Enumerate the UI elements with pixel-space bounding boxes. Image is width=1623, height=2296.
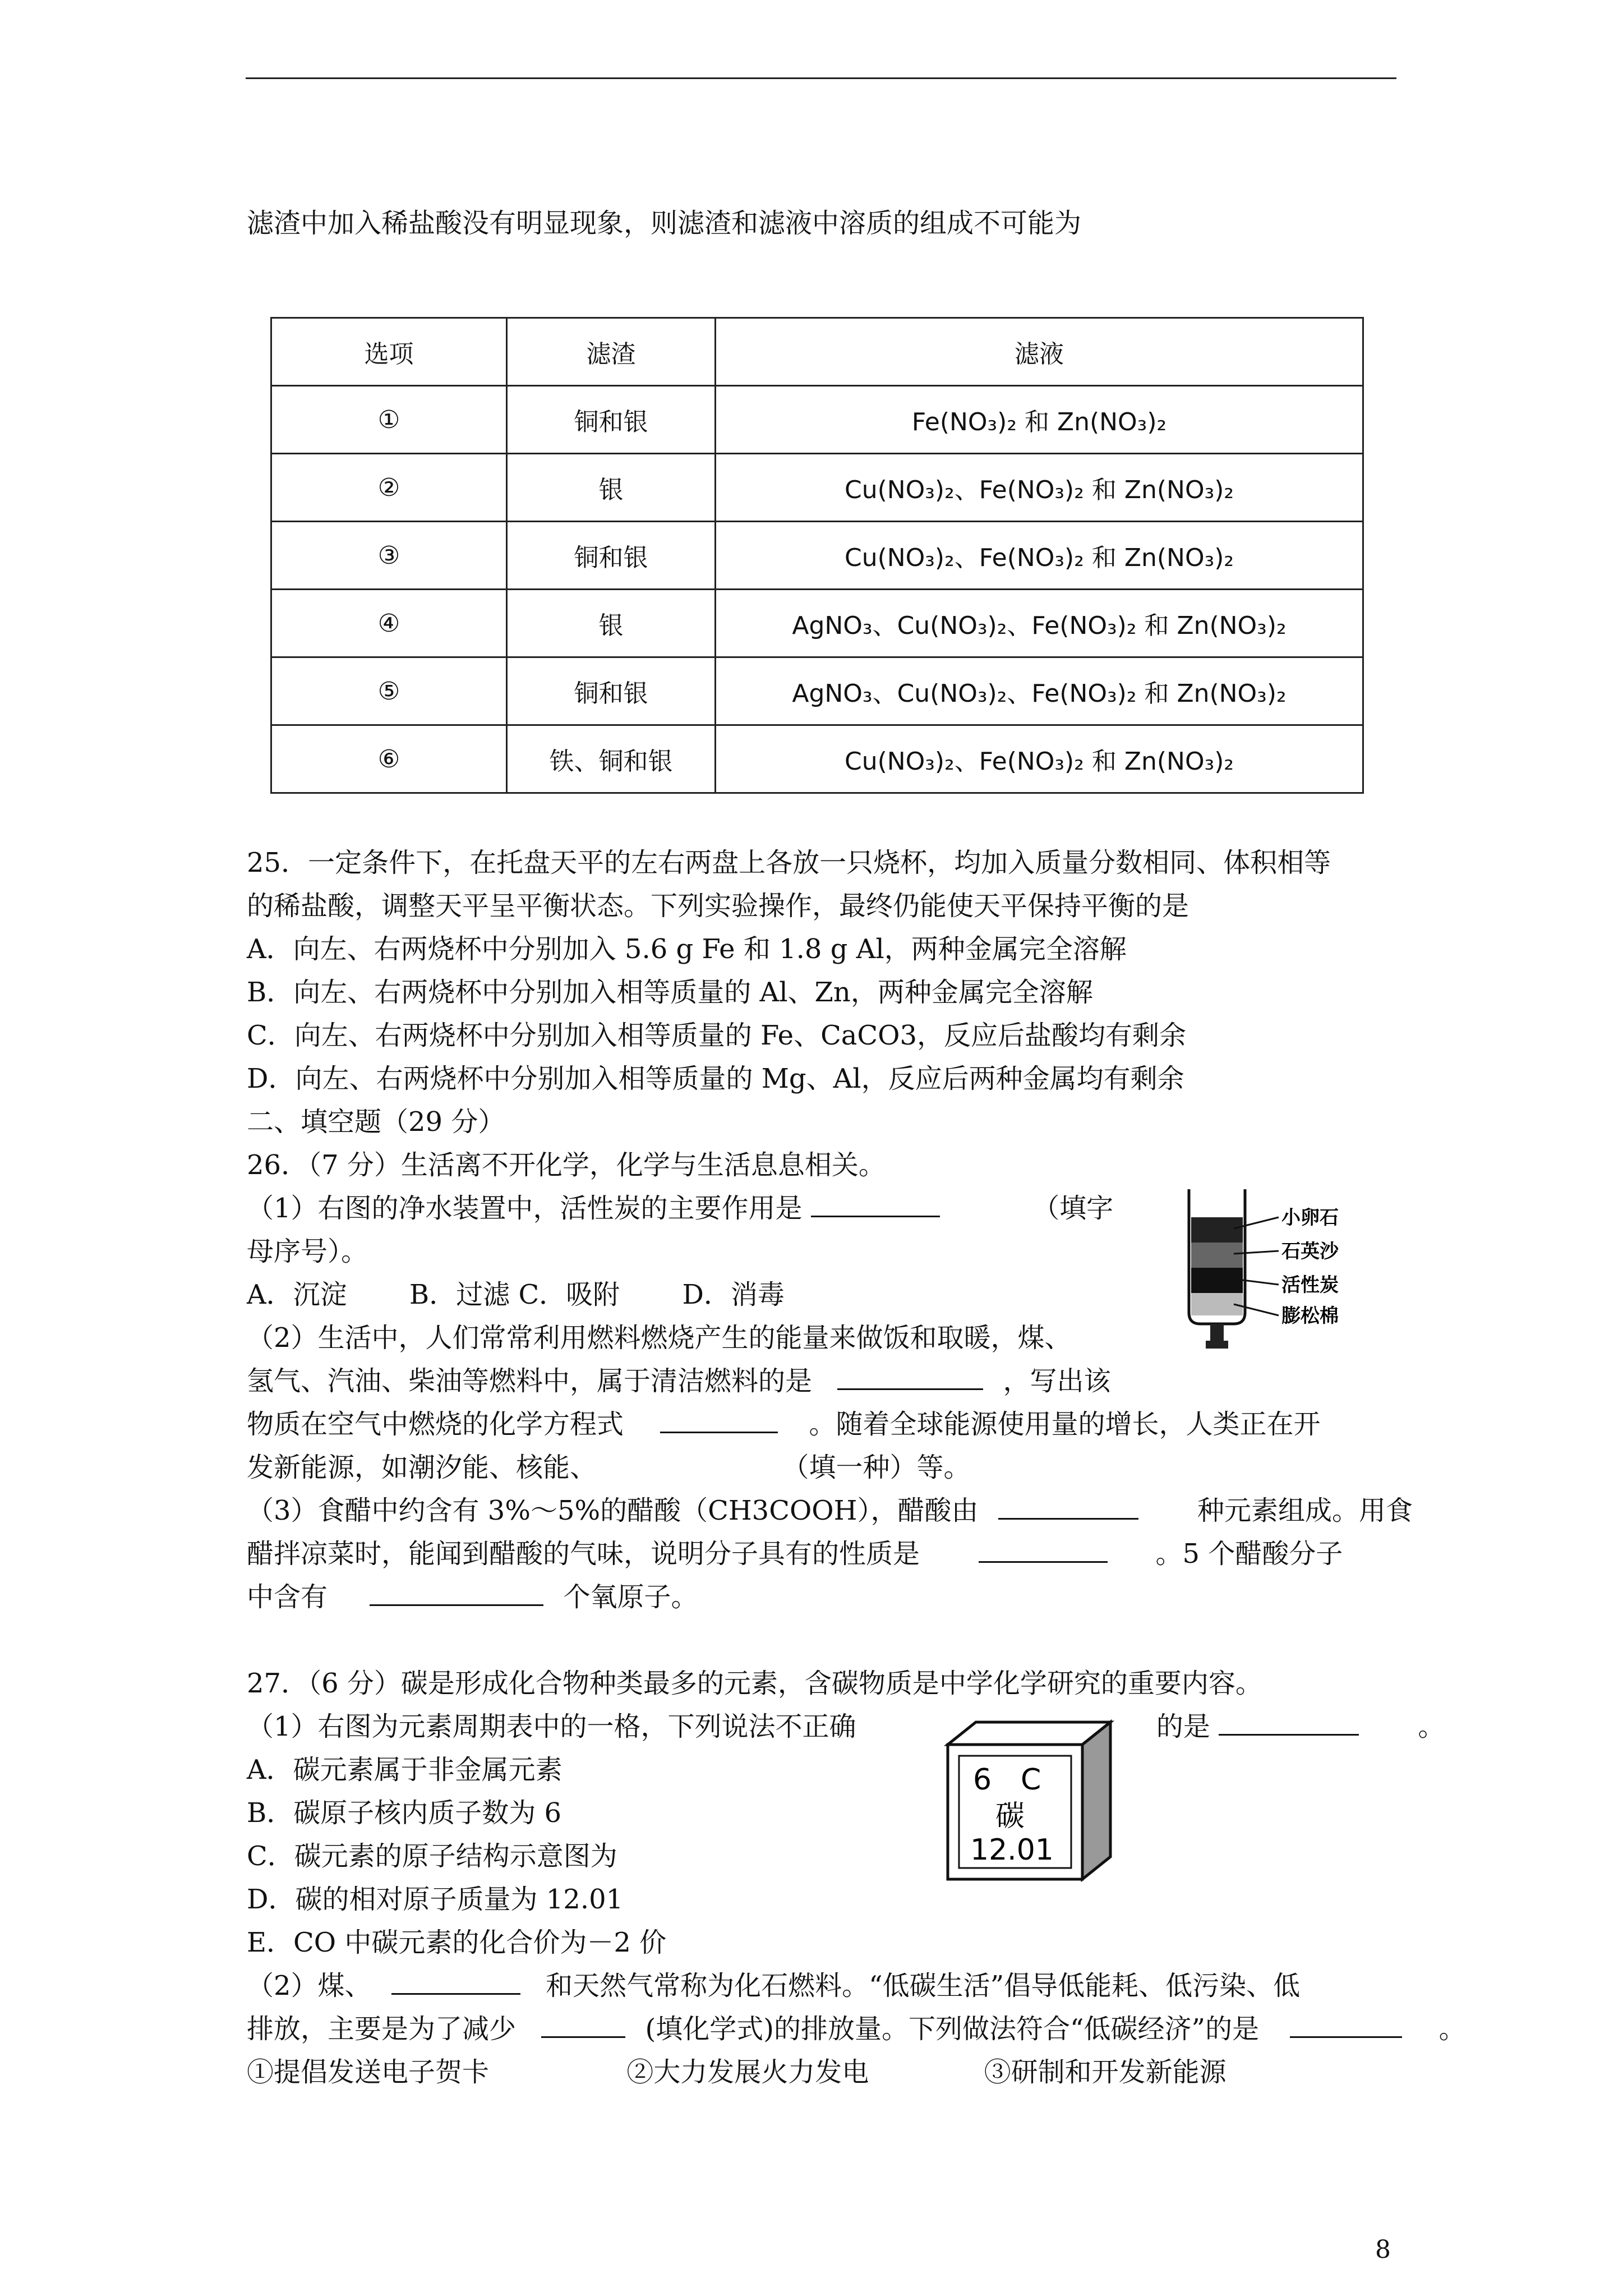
q26-part1-line2: 母序号）。	[247, 1236, 368, 1267]
row-filtrate: Fe(NO₃)₂ 和 Zn(NO₃)₂	[716, 386, 1363, 454]
q27-choice-1: ①提倡发送电子贺卡	[247, 2056, 490, 2088]
answer-blank[interactable]	[1290, 2012, 1402, 2038]
q27-p1-mid: 的是	[1156, 1711, 1210, 1742]
q25-option-b: B．向左、右两烧杯中分别加入相等质量的 Al、Zn，两种金属完全溶解	[247, 977, 1093, 1008]
q27-choices	[247, 2054, 1227, 2091]
q26-p3b-tail: 。5 个醋酸分子	[1155, 1538, 1343, 1570]
q25-option-a: A．向左、右两烧杯中分别加入 5.6 g Fe 和 1.8 g Al，两种金属完全溶解	[247, 933, 1127, 965]
atomic-number: 6	[973, 1763, 992, 1797]
q27-p2a-text: （2）煤、	[247, 1970, 372, 2001]
q27-part2-line2	[247, 2010, 1466, 2047]
row-filtrate: Cu(NO₃)₂、Fe(NO₃)₂ 和 Zn(NO₃)₂	[716, 725, 1363, 793]
q26-part1-options: A．沉淀 B．过滤 C．吸附 D．消毒	[247, 1279, 785, 1310]
q27-choice-2: ②大力发展火力发电	[626, 2056, 869, 2088]
q26-part2-line4	[247, 1449, 971, 1486]
q26-p2-tail: ，写出该	[1003, 1365, 1111, 1397]
q26-p1-text: （1）右图的净水装置中，活性炭的主要作用是	[247, 1193, 803, 1224]
q26-part2-line2	[247, 1363, 1111, 1400]
header-residue: 滤渣	[507, 318, 716, 386]
q26-part2-line1: （2）生活中，人们常常利用燃料燃烧产生的能量来做饭和取暖，煤、	[247, 1322, 1072, 1354]
row-filtrate: Cu(NO₃)₂、Fe(NO₃)₂ 和 Zn(NO₃)₂	[716, 522, 1363, 590]
table-header-row	[271, 318, 1363, 386]
q27-p2a-tail: 和天然气常称为化石燃料。“低碳生活”倡导低能耗、低污染、低	[546, 1970, 1301, 2001]
table-row	[271, 657, 1363, 725]
q27-p2b-mid: (填化学式)的排放量。下列做法符合“低碳经济”的是	[645, 2013, 1260, 2045]
q27-part2-line1	[247, 1967, 1300, 2004]
row-filtrate: AgNO₃、Cu(NO₃)₂、Fe(NO₃)₂ 和 Zn(NO₃)₂	[716, 657, 1363, 725]
q26-part3-line3	[247, 1579, 698, 1616]
intro-text: 滤渣中加入稀盐酸没有明显现象，则滤渣和滤液中溶质的组成不可能为	[247, 208, 1082, 239]
row-option: ⑥	[271, 725, 507, 793]
element-name: 碳	[995, 1800, 1025, 1833]
q27-p1-end: 。	[1418, 1711, 1445, 1742]
q26-p3c-tail: 个氧原子。	[563, 1581, 698, 1613]
q26-p2d-tail: （填一种）等。	[782, 1452, 971, 1483]
outlet-tube	[1210, 1324, 1224, 1341]
table-row	[271, 522, 1363, 590]
row-option: ③	[271, 522, 507, 590]
q26-p3b-text: 醋拌凉菜时，能闻到醋酸的气味，说明分子具有的性质是	[247, 1538, 920, 1570]
pebble-layer	[1191, 1217, 1243, 1243]
row-residue: 铜和银	[507, 522, 716, 590]
answer-blank[interactable]	[1219, 1709, 1359, 1736]
figure-label: 小卵石	[1281, 1207, 1339, 1229]
q27-option-a: A．碳元素属于非金属元素	[247, 1754, 562, 1786]
row-residue: 银	[507, 454, 716, 522]
q26-p2c-text: 物质在空气中燃烧的化学方程式	[247, 1409, 624, 1440]
table-row	[271, 454, 1363, 522]
q26-p3a-text: （3）食醋中约含有 3%～5%的醋酸（CH3COOH），醋酸由	[247, 1495, 979, 1526]
row-filtrate: AgNO₃、Cu(NO₃)₂、Fe(NO₃)₂ 和 Zn(NO₃)₂	[716, 590, 1363, 657]
q27-option-c: C．碳元素的原子结构示意图为	[247, 1841, 617, 1872]
row-filtrate: Cu(NO₃)₂、Fe(NO₃)₂ 和 Zn(NO₃)₂	[716, 454, 1363, 522]
section-title: 二、填空题（29 分）	[247, 1106, 505, 1138]
q27-option-d: D．碳的相对原子质量为 12.01	[247, 1884, 624, 1915]
answer-blank[interactable]	[837, 1364, 983, 1390]
q25-stem-2: 的稀盐酸，调整天平呈平衡状态。下列实验操作，最终仍能使天平保持平衡的是	[247, 890, 1189, 922]
q27-option-e: E．CO 中碳元素的化合价为－2 价	[247, 1927, 667, 1958]
answer-blank[interactable]	[391, 1968, 520, 1995]
q25-stem-1: 25．一定条件下，在托盘天平的左右两盘上各放一只烧杯，均加入质量分数相同、体积相等	[247, 847, 1331, 878]
row-residue: 银	[507, 590, 716, 657]
outlet-cap	[1206, 1341, 1228, 1349]
row-option: ④	[271, 590, 507, 657]
element-symbol: C	[1021, 1763, 1041, 1797]
q25-option-c: C．向左、右两烧杯中分别加入相等质量的 Fe、CaCO3，反应后盐酸均有剩余	[247, 1020, 1187, 1051]
q26-part1-line1	[247, 1190, 1113, 1227]
q27-part1-line1	[247, 1708, 1445, 1745]
answer-blank[interactable]	[998, 1493, 1138, 1520]
q26-stem: 26．（7 分）生活离不开化学，化学与生活息息相关。	[247, 1149, 886, 1181]
row-option: ①	[271, 386, 507, 454]
page-number: 8	[1375, 2235, 1391, 2264]
row-residue: 铁、铜和银	[507, 725, 716, 793]
answer-blank[interactable]	[979, 1536, 1108, 1563]
table-row	[271, 590, 1363, 657]
cube-side	[1082, 1722, 1110, 1879]
result-table	[270, 317, 1364, 794]
q26-part2-line3	[247, 1406, 1321, 1443]
q26-p3c-text: 中含有	[247, 1581, 328, 1613]
figure-label: 活性炭	[1281, 1274, 1339, 1296]
carbon-layer	[1191, 1268, 1243, 1293]
header-rule	[246, 77, 1396, 79]
q27-p2b-text: 排放，主要是为了减少	[247, 2013, 517, 2045]
answer-blank[interactable]	[370, 1580, 543, 1606]
figure-label: 膨松棉	[1281, 1305, 1339, 1327]
q25-option-d: D．向左、右两烧杯中分别加入相等质量的 Mg、Al，反应后两种金属均有剩余	[247, 1063, 1184, 1094]
header-filtrate: 滤液	[716, 318, 1363, 386]
row-residue: 铜和银	[507, 657, 716, 725]
answer-blank[interactable]	[811, 1191, 940, 1217]
row-option: ⑤	[271, 657, 507, 725]
table-row	[271, 725, 1363, 793]
q27-p2b-end: 。	[1438, 2013, 1466, 2045]
q26-part3-line1	[247, 1492, 1413, 1529]
sand-layer	[1191, 1243, 1243, 1268]
answer-blank[interactable]	[541, 2012, 625, 2038]
q27-stem: 27．（6 分）碳是形成化合物种类最多的元素，含碳物质是中学化学研究的重要内容。	[247, 1668, 1262, 1699]
carbon-element-cell	[942, 1717, 1122, 1885]
q26-p3a-tail: 种元素组成。用食	[1197, 1495, 1413, 1526]
row-option: ②	[271, 454, 507, 522]
row-residue: 铜和银	[507, 386, 716, 454]
atomic-mass: 12.01	[970, 1833, 1054, 1867]
water-filter-figure	[1166, 1184, 1374, 1363]
q27-p1-text: （1）右图为元素周期表中的一格，下列说法不正确	[247, 1711, 856, 1742]
q26-part3-line2	[247, 1535, 1343, 1572]
q27-option-b: B．碳原子核内质子数为 6	[247, 1797, 562, 1829]
q26-p2-text: 氢气、汽油、柴油等燃料中，属于清洁燃料的是	[247, 1365, 813, 1397]
q27-choice-3: ③研制和开发新能源	[984, 2056, 1227, 2088]
q26-p2d-text: 发新能源，如潮汐能、核能、	[247, 1452, 597, 1483]
header-option: 选项	[271, 318, 507, 386]
q26-p1-tail: （填字	[1032, 1193, 1114, 1224]
figure-label: 石英沙	[1281, 1240, 1339, 1263]
answer-blank[interactable]	[660, 1407, 778, 1433]
table-row	[271, 386, 1363, 454]
q26-p2c-tail: 。随着全球能源使用量的增长，人类正在开	[809, 1409, 1321, 1440]
